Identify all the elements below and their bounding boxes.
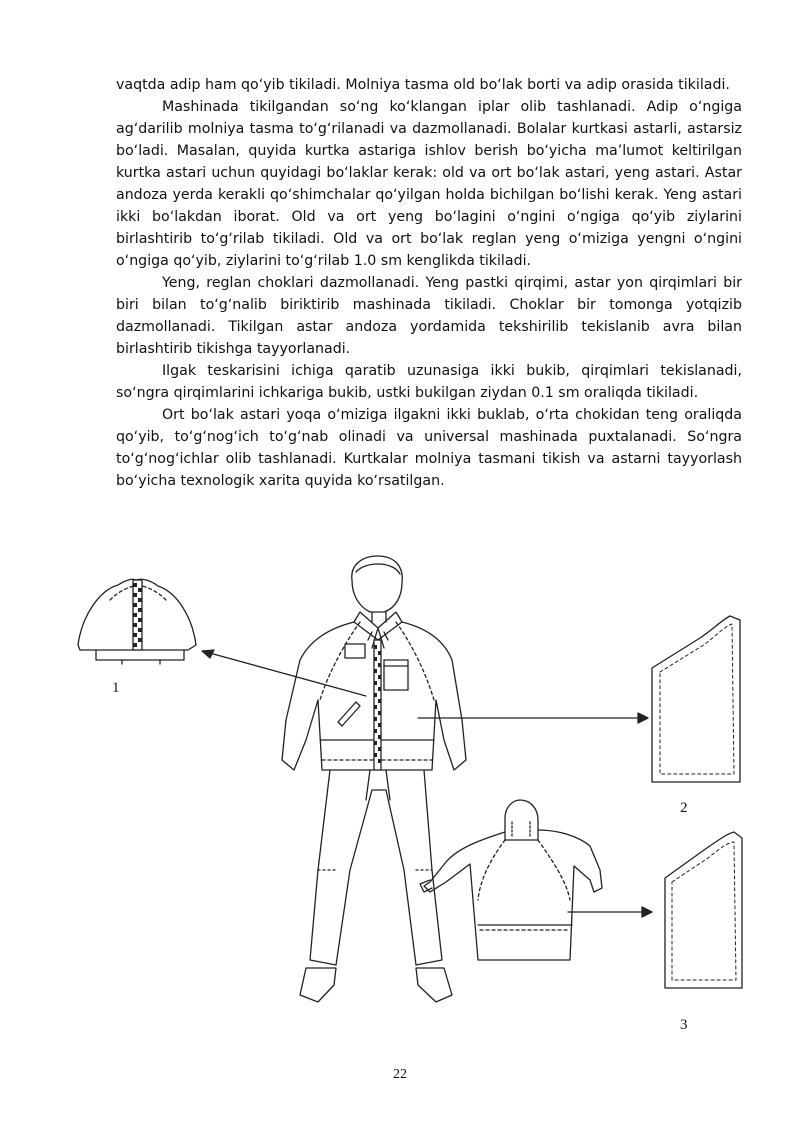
paragraph-2: Mashinada tikilgandan so‘ng ko‘klangan iplar olib tashlanadi. Adip o‘ngiga ag‘darilib molniya tasma to‘g‘rilanadi va dazmollanadi. Bolalar kurtkasi astarli, astarsiz bo‘ladi. Masalan, quyida kurtka astariga ishlov berish bo‘yicha ma’lumot keltirilgan kurtka astari uchun quyidagi bo‘laklar kerak: old va ort bo‘lak astari, yeng astari. Astar andoza yerda kerakli qo‘shimchalar qo‘yilgan holda bichilgan bo‘lishi kerak. Yeng astari ikki bo‘lakdan iborat. Old va ort yeng bo‘lagini o‘ngini o‘ngiga qo‘yib ziylarini birlashtirib to‘g‘rilab tikiladi. Old va ort bo‘lak reglan yeng o‘miziga yengni o‘ngini o‘ngiga qo‘yib, ziylarini to‘g‘rilab 1.0 sm kenglikda tikiladi. bbox=[116, 99, 742, 269]
paragraph-1: vaqtda adip ham qo‘yib tikiladi. Molniya tasma old bo‘lak borti va adip orasida tikiladi. bbox=[116, 77, 730, 93]
technical-illustration bbox=[0, 540, 800, 1060]
pattern-piece-3-drawing bbox=[665, 832, 742, 988]
body-text bbox=[116, 74, 742, 492]
paragraph-4: Ilgak teskarisini ichiga qaratib uzunasiga ikki bukib, qirqimlari tekislanadi, so‘ngra qirqimlarini ichkariga bukib, ustki bukilgan ziydan 0.1 sm oraliqda tikiladi. bbox=[116, 363, 742, 401]
zipper-detail-drawing bbox=[78, 579, 196, 664]
pointer-arrows bbox=[202, 650, 652, 917]
page-number: 22 bbox=[393, 1067, 407, 1082]
pattern-piece-2-drawing bbox=[652, 616, 740, 782]
paragraph-3: Yeng, reglan choklari dazmollanadi. Yeng pastki qirqimi, astar yon qirqimlari bir biri bilan to‘g‘nalib biriktirib mashinada tikiladi. Choklar bir tomonga yotqizib dazmollanadi. Tikilgan astar andoza yordamida tekshirilib tekislanib avra bilan birlashtirib tikishga tayyorlanadi. bbox=[116, 275, 742, 357]
figure-label-2: 2 bbox=[680, 800, 688, 816]
lining-jacket-drawing bbox=[420, 800, 602, 960]
figure-label-1: 1 bbox=[112, 680, 120, 696]
jacket-figure-drawing bbox=[282, 556, 466, 1002]
paragraph-5: Ort bo‘lak astari yoqa o‘miziga ilgakni ikki buklab, o‘rta chokidan teng oraliqda qo‘yib, to‘g‘nog‘ich to‘g‘nab olinadi va universal mashinada puxtalanadi. So‘ngra to‘g‘nog‘ichlar olib tashlanadi. Kurtkalar molniya tasmani tikish va astarni tayyorlash bo‘yicha texnologik xarita quyida ko‘rsatilgan. bbox=[116, 407, 742, 489]
figure-label-3: 3 bbox=[680, 1017, 688, 1033]
